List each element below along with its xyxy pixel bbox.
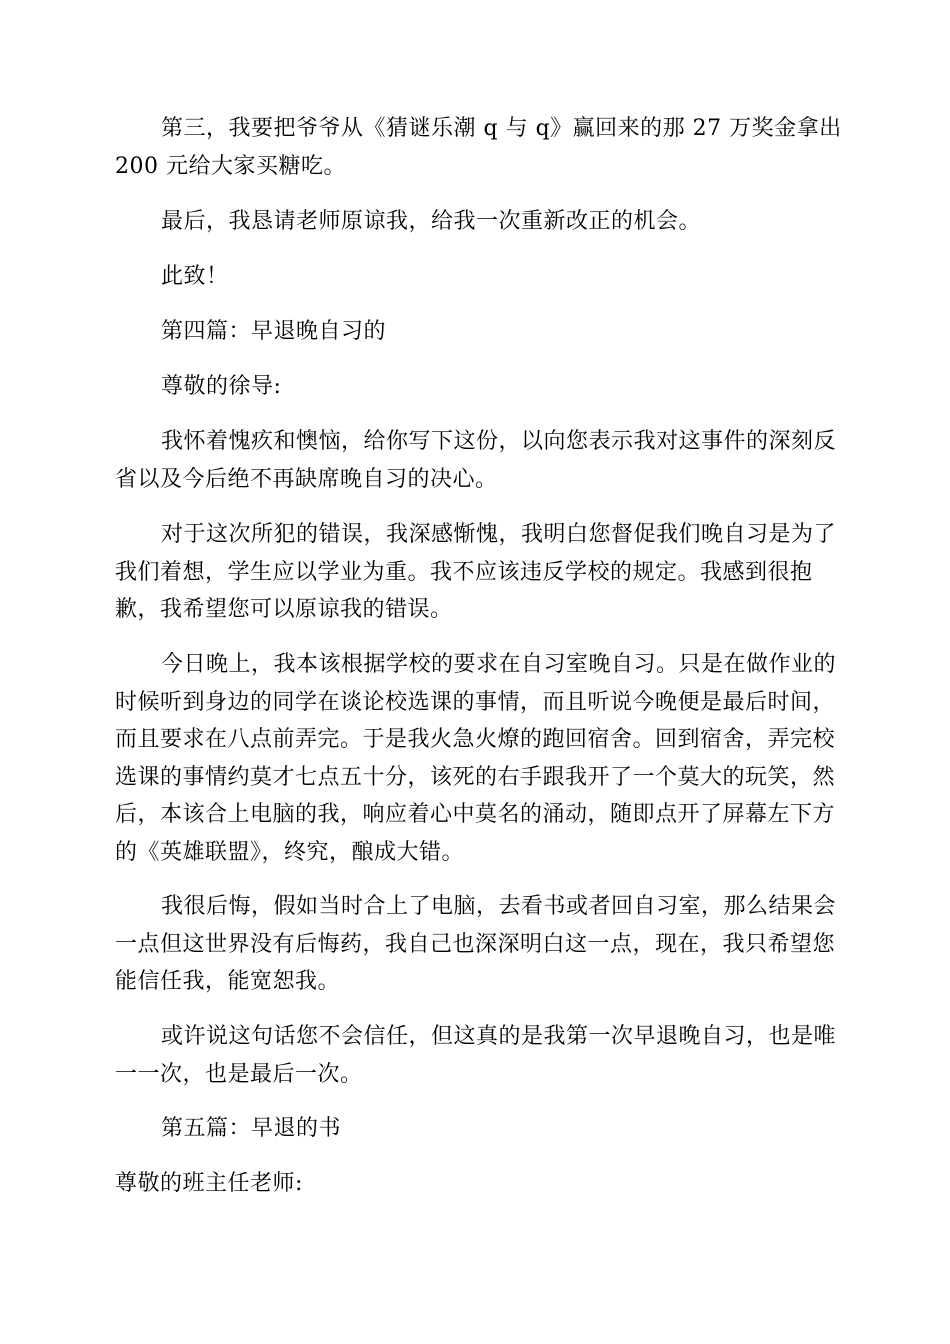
text-line: 省以及今后绝不再缺席晚自习的决心。 (115, 466, 498, 492)
text-line: 最后，我恳请老师原谅我，给我一次重新改正的机会。 (161, 209, 702, 234)
text-line: 能信任我，能宽恕我。 (115, 969, 341, 994)
text-line: 一点但这世界没有后悔药，我自己也深深明白这一点，现在，我只希望您 (115, 931, 836, 957)
salutation-head-teacher (115, 1165, 835, 1203)
text-line: 200 元给大家买糖吃。 (115, 153, 346, 179)
text-line: 今日晚上，我本该根据学校的要求在自习室晚自习。只是在做作业的 (161, 652, 837, 677)
text-line: 我怀着愧疚和懊恼，给你写下这份，以向您表示我对这事件的深刻反 (161, 429, 837, 454)
text-line: 对于这次所犯的错误，我深感惭愧，我明白您督促我们晚自习是为了 (161, 522, 837, 547)
text-line: 尊敬的班主任老师: (115, 1171, 303, 1196)
section-heading-four (115, 313, 835, 351)
text-line: 第五篇：早退的书 (161, 1116, 342, 1141)
text-line: 而且要求在八点前弄完。于是我火急火燎的跑回宿舍。回到宿舍，弄完校 (115, 727, 836, 752)
paragraph-first-time (115, 1018, 835, 1093)
text-line: 歉，我希望您可以原谅我的错误。 (115, 597, 453, 622)
section-heading-five (115, 1110, 835, 1148)
text-line: 第四篇：早退晚自习的 (161, 319, 387, 344)
text-line: 的《英雄联盟》，终究，酿成大错。 (115, 839, 465, 865)
paragraph-tonight (115, 646, 835, 871)
paragraph-remorse (115, 423, 835, 498)
paragraph-regret (115, 888, 835, 1001)
paragraph-third-point (115, 110, 842, 185)
text-line: 选课的事情约莫才七点五十分，该死的右手跟我开了一个莫大的玩笑，然 (115, 764, 836, 790)
salutation-xu (115, 368, 835, 406)
paragraph-closing (115, 258, 835, 296)
paragraph-final-plea (115, 203, 835, 241)
text-line: 尊敬的徐导: (161, 374, 282, 399)
text-line: 此致！ (161, 264, 229, 289)
text-line: 我很后悔，假如当时合上了电脑，去看书或者回自习室，那么结果会 (161, 894, 837, 919)
text-line: 一一次，也是最后一次。 (115, 1061, 363, 1087)
paragraph-mistake (115, 516, 835, 629)
text-line: 后，本该合上电脑的我，响应着心中莫名的涌动，随即点开了屏幕左下方 (115, 802, 836, 827)
text-line: 或许说这句话您不会信任，但这真的是我第一次早退晚自习，也是唯 (161, 1024, 837, 1049)
text-line: 时候听到身边的同学在谈论校选课的事情，而且听说今晚便是最后时间， (115, 689, 836, 715)
text-line: 第三，我要把爷爷从《猜谜乐潮 q 与 q》赢回来的那 27 万奖金拿出 (161, 116, 842, 141)
text-line: 我们着想，学生应以学业为重。我不应该违反学校的规定。我感到很抱 (115, 559, 813, 585)
